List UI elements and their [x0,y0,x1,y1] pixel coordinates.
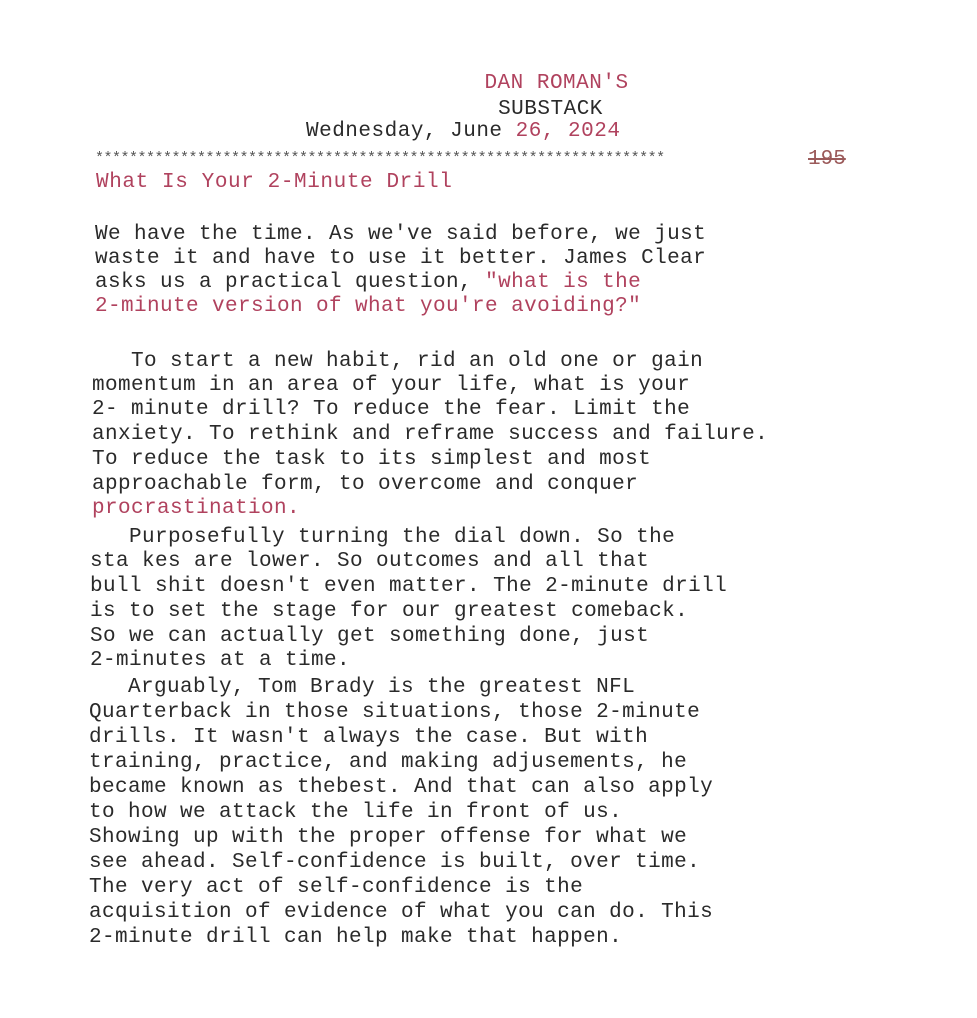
p4-line-6: to how we attack the life in front of us. [89,801,623,824]
p4-line-8: see ahead. Self-confidence is built, over time. [89,851,701,874]
p3-line-4: is to set the stage for our greatest comeback. [90,600,689,623]
p1-line-3-text: asks us a practical question, [95,271,486,294]
p3-line-1: Purposefully turning the dial down. So the [90,526,676,549]
p1-line-1: We have the time. As we've said before, we just [95,223,707,246]
author-name: DAN ROMAN'S [484,72,629,95]
p3-line-6: 2-minutes at a time. [90,649,351,672]
publication-name: SUBSTACK [498,98,603,121]
p2-line-5: To reduce the task to its simplest and most [92,448,652,471]
p4-line-7: Showing up with the proper offense for what we [89,826,688,849]
p3-line-3: bull shit doesn't even matter. The 2-minute drill [90,575,728,598]
p3-line-2: sta kes are lower. So outcomes and all that [90,550,650,573]
p1-line-3 [95,271,641,295]
date-suffix: 26, 2024 [515,120,621,143]
p4-line-4: training, practice, and making adjusements, he [89,751,688,774]
p3-line-5: So we can actually get something done, just [90,625,650,648]
p1-quote-start: "what is the [485,271,642,294]
p2-line-7: procrastination. [92,497,301,520]
p4-line-10: acquisition of evidence of what you can do. This [89,901,714,924]
p2-line-2: momentum in an area of your life, what is your [92,374,691,397]
p2-line-4: anxiety. To rethink and reframe success and failure. [92,423,769,446]
p4-line-2: Quarterback in those situations, those 2-minute [89,701,701,724]
date-prefix: Wednesday, June [306,120,516,143]
p4-line-1: Arguably, Tom Brady is the greatest NFL [89,676,636,699]
p2-line-3: 2- minute drill? To reduce the fear. Limit the [92,398,691,421]
issue-number: 195 [808,148,846,171]
p4-line-11: 2-minute drill can help make that happen. [89,926,623,949]
p2-line-6: approachable form, to overcome and conquer [92,473,639,496]
p4-line-3: drills. It wasn't always the case. But with [89,726,649,749]
p1-quote-end: 2-minute version of what you're avoiding?" [95,295,642,318]
post-date [306,120,620,143]
p2-line-1: To start a new habit, rid an old one or gain [92,350,704,373]
star-divider: ******************************************************************* [95,150,665,167]
p1-line-2: waste it and have to use it better. James Clear [95,247,707,270]
p4-line-9: The very act of self-confidence is the [89,876,584,899]
post-title: What Is Your 2-Minute Drill [96,171,453,194]
p4-line-5: became known as thebest. And that can also apply [89,776,714,799]
